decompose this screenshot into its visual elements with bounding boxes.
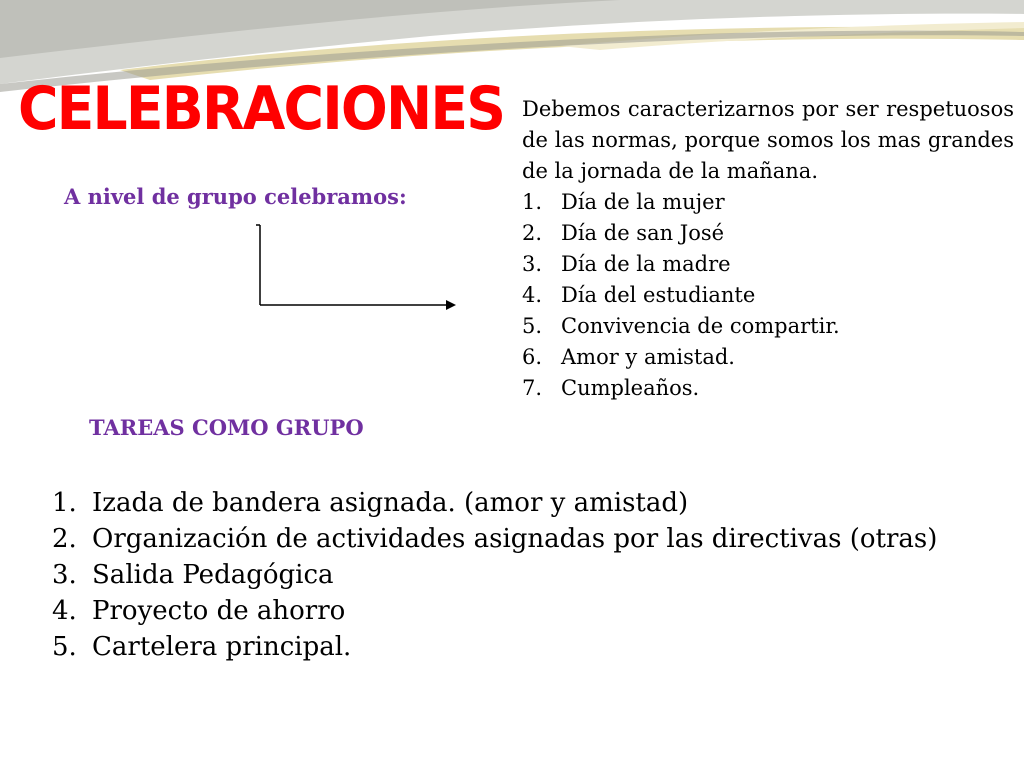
- list-item: [522, 280, 1014, 311]
- list-item-number: 1.: [522, 190, 543, 214]
- tasks-list: [52, 485, 937, 665]
- list-item-number: 6.: [522, 345, 543, 369]
- list-item-number: 3.: [52, 560, 77, 590]
- list-item: [522, 342, 1014, 373]
- list-item-number: 1.: [52, 488, 77, 518]
- list-item-text: Amor y amistad.: [561, 345, 735, 369]
- list-item-number: 4.: [522, 283, 543, 307]
- list-item-text: Cartelera principal.: [92, 632, 352, 662]
- list-item: [52, 629, 937, 665]
- list-item-text: Día de san José: [561, 221, 725, 245]
- tasks-heading: TAREAS COMO GRUPO: [89, 415, 364, 440]
- connector-arrow: [250, 220, 460, 315]
- list-item-text: Izada de bandera asignada. (amor y amistad): [92, 488, 689, 518]
- list-item-number: 7.: [522, 376, 543, 400]
- list-item-number: 2.: [52, 524, 77, 554]
- list-item-number: 5.: [522, 314, 543, 338]
- celebrations-list: [522, 187, 1014, 404]
- list-item-text: Salida Pedagógica: [92, 560, 334, 590]
- list-item-number: 3.: [522, 252, 543, 276]
- list-item-text: Cumpleaños.: [561, 376, 700, 400]
- list-item: [522, 311, 1014, 342]
- list-item: [52, 521, 937, 557]
- list-item: [52, 593, 937, 629]
- list-item-text: Convivencia de compartir.: [561, 314, 840, 338]
- list-item-text: Organización de actividades asignadas por las directivas (otras): [92, 524, 938, 554]
- list-item: [522, 249, 1014, 280]
- list-item: [522, 187, 1014, 218]
- list-item-text: Día de la madre: [561, 252, 731, 276]
- list-item-text: Día del estudiante: [561, 283, 756, 307]
- list-item-text: Día de la mujer: [561, 190, 725, 214]
- list-item-text: Proyecto de ahorro: [92, 596, 346, 626]
- list-item: [52, 557, 937, 593]
- list-item: [52, 485, 937, 521]
- list-item: [522, 373, 1014, 404]
- list-item-number: 5.: [52, 632, 77, 662]
- list-item-number: 2.: [522, 221, 543, 245]
- list-item: [522, 218, 1014, 249]
- group-celebrations-subtitle: A nivel de grupo celebramos:: [64, 184, 407, 209]
- slide-title: CELEBRACIONES: [18, 74, 505, 144]
- celebrations-panel: [522, 94, 1014, 404]
- list-item-number: 4.: [52, 596, 77, 626]
- intro-paragraph: Debemos caracterizarnos por ser respetuosos de las normas, porque somos los mas grandes de la jornada de la mañana.: [522, 97, 1014, 183]
